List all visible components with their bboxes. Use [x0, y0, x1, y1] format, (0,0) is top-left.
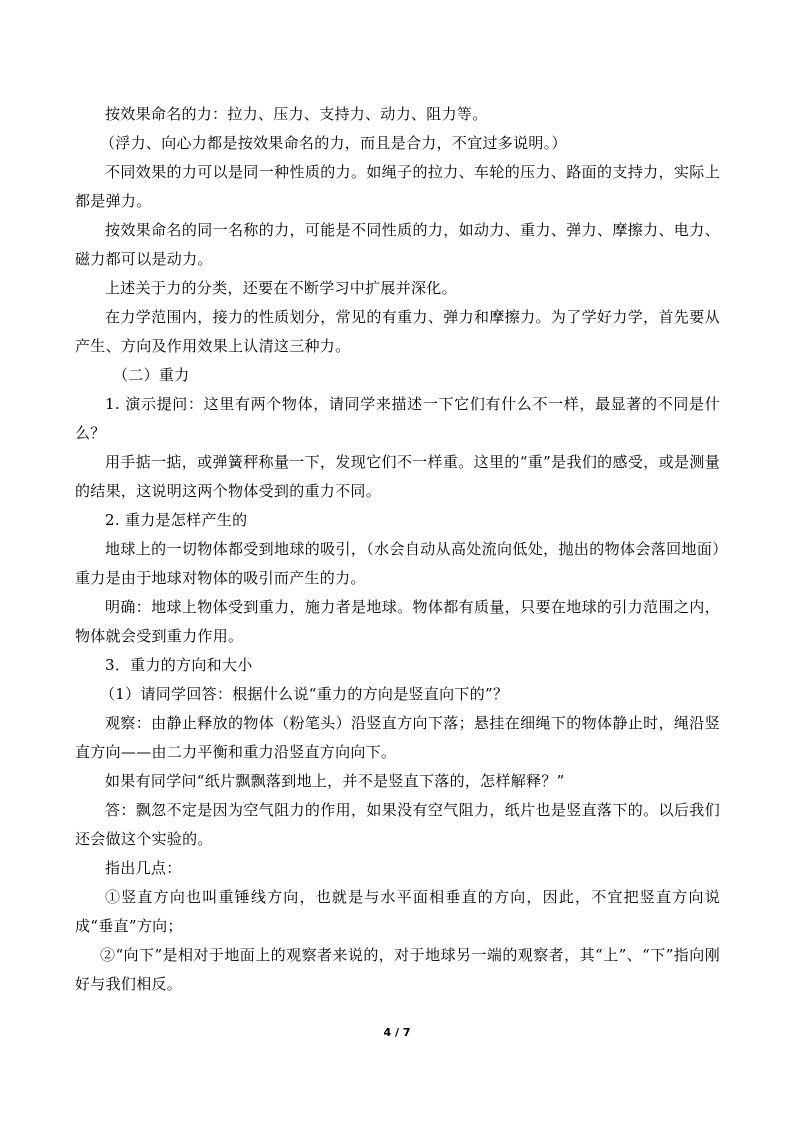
page-number: 4 / 7 — [383, 1026, 411, 1039]
paragraph-different-nature: 按效果命名的同一名称的力，可能是不同性质的力，如动力、重力、弹力、摩擦力、电力、磁力都可以是动力。 — [75, 221, 720, 268]
subheading-direction-magnitude: 3．重力的方向和大小 — [105, 656, 253, 674]
paragraph-three-forces: 在力学范围内，接力的性质划分，常见的有重力、弹力和摩擦力。为了学好力学，首先要从产生、方向及作用效果上认清这三种力。 — [75, 308, 720, 355]
subheading-gravity-origin: 2. 重力是怎样产生的 — [105, 511, 248, 529]
paragraph-observation: 观察：由静止释放的物体（粉笔头）沿竖直方向下落；悬挂在细绳下的物体静止时，绳沿竖直方向——由二力平衡和重力沿竖直方向向下。 — [75, 714, 720, 761]
paragraph-clarify: 明确：地球上物体受到重力，施力者是地球。物体都有质量，只要在地球的引力范围之内，物体就会受到重力作用。 — [75, 598, 720, 645]
paragraph-earth-attraction: 地球上的一切物体都受到地球的吸引，（水会自动从高处流向低处，抛出的物体会落回地面）重力是由于地球对物体的吸引而产生的力。 — [75, 540, 720, 587]
paragraph-weigh: 用手掂一掂，或弹簧秤称量一下，发现它们不一样重。这里的“重”是我们的感受，或是测量的结果，这说明这两个物体受到的重力不同。 — [75, 453, 720, 500]
list-item-downward: ②“向下”是相对于地面上的观察者来说的，对于地球另一端的观察者，其“上”、“下”指向刚好与我们相反。 — [75, 946, 720, 993]
paragraph-effect-forces: 按效果命名的力：拉力、压力、支持力、动力、阻力等。 — [105, 105, 488, 123]
paragraph-paper-question: 如果有同学问“纸片飘飘落到地上，并不是竖直下落的，怎样解释？” — [105, 772, 565, 790]
paragraph-points: 指出几点： — [105, 859, 182, 877]
paragraph-question-1: （1）请同学回答：根据什么说“重力的方向是竖直向下的”？ — [100, 685, 509, 703]
paragraph-answer: 答：飘忽不定是因为空气阻力的作用，如果没有空气阻力，纸片也是竖直落下的。以后我们还会做这个实验的。 — [75, 801, 720, 848]
paragraph-demo-question: 1. 演示提问：这里有两个物体，请同学来描述一下它们有什么不一样，最显著的不同是什么？ — [75, 395, 720, 442]
paragraph-same-nature: 不同效果的力可以是同一种性质的力。如绳子的拉力、车轮的压力、路面的支持力，实际上都是弹力。 — [75, 163, 720, 210]
list-item-vertical-direction: ①竖直方向也叫重锤线方向，也就是与水平面相垂直的方向，因此，不宜把竖直方向说成“垂直”方向； — [75, 888, 720, 935]
paragraph-buoyancy-note: （浮力、向心力都是按效果命名的力，而且是合力，不宜过多说明。） — [100, 134, 567, 152]
document-body — [75, 100, 720, 999]
paragraph-classification: 上述关于力的分类，还要在不断学习中扩展并深化。 — [105, 279, 457, 297]
section-heading-gravity: （二）重力 — [113, 366, 190, 384]
